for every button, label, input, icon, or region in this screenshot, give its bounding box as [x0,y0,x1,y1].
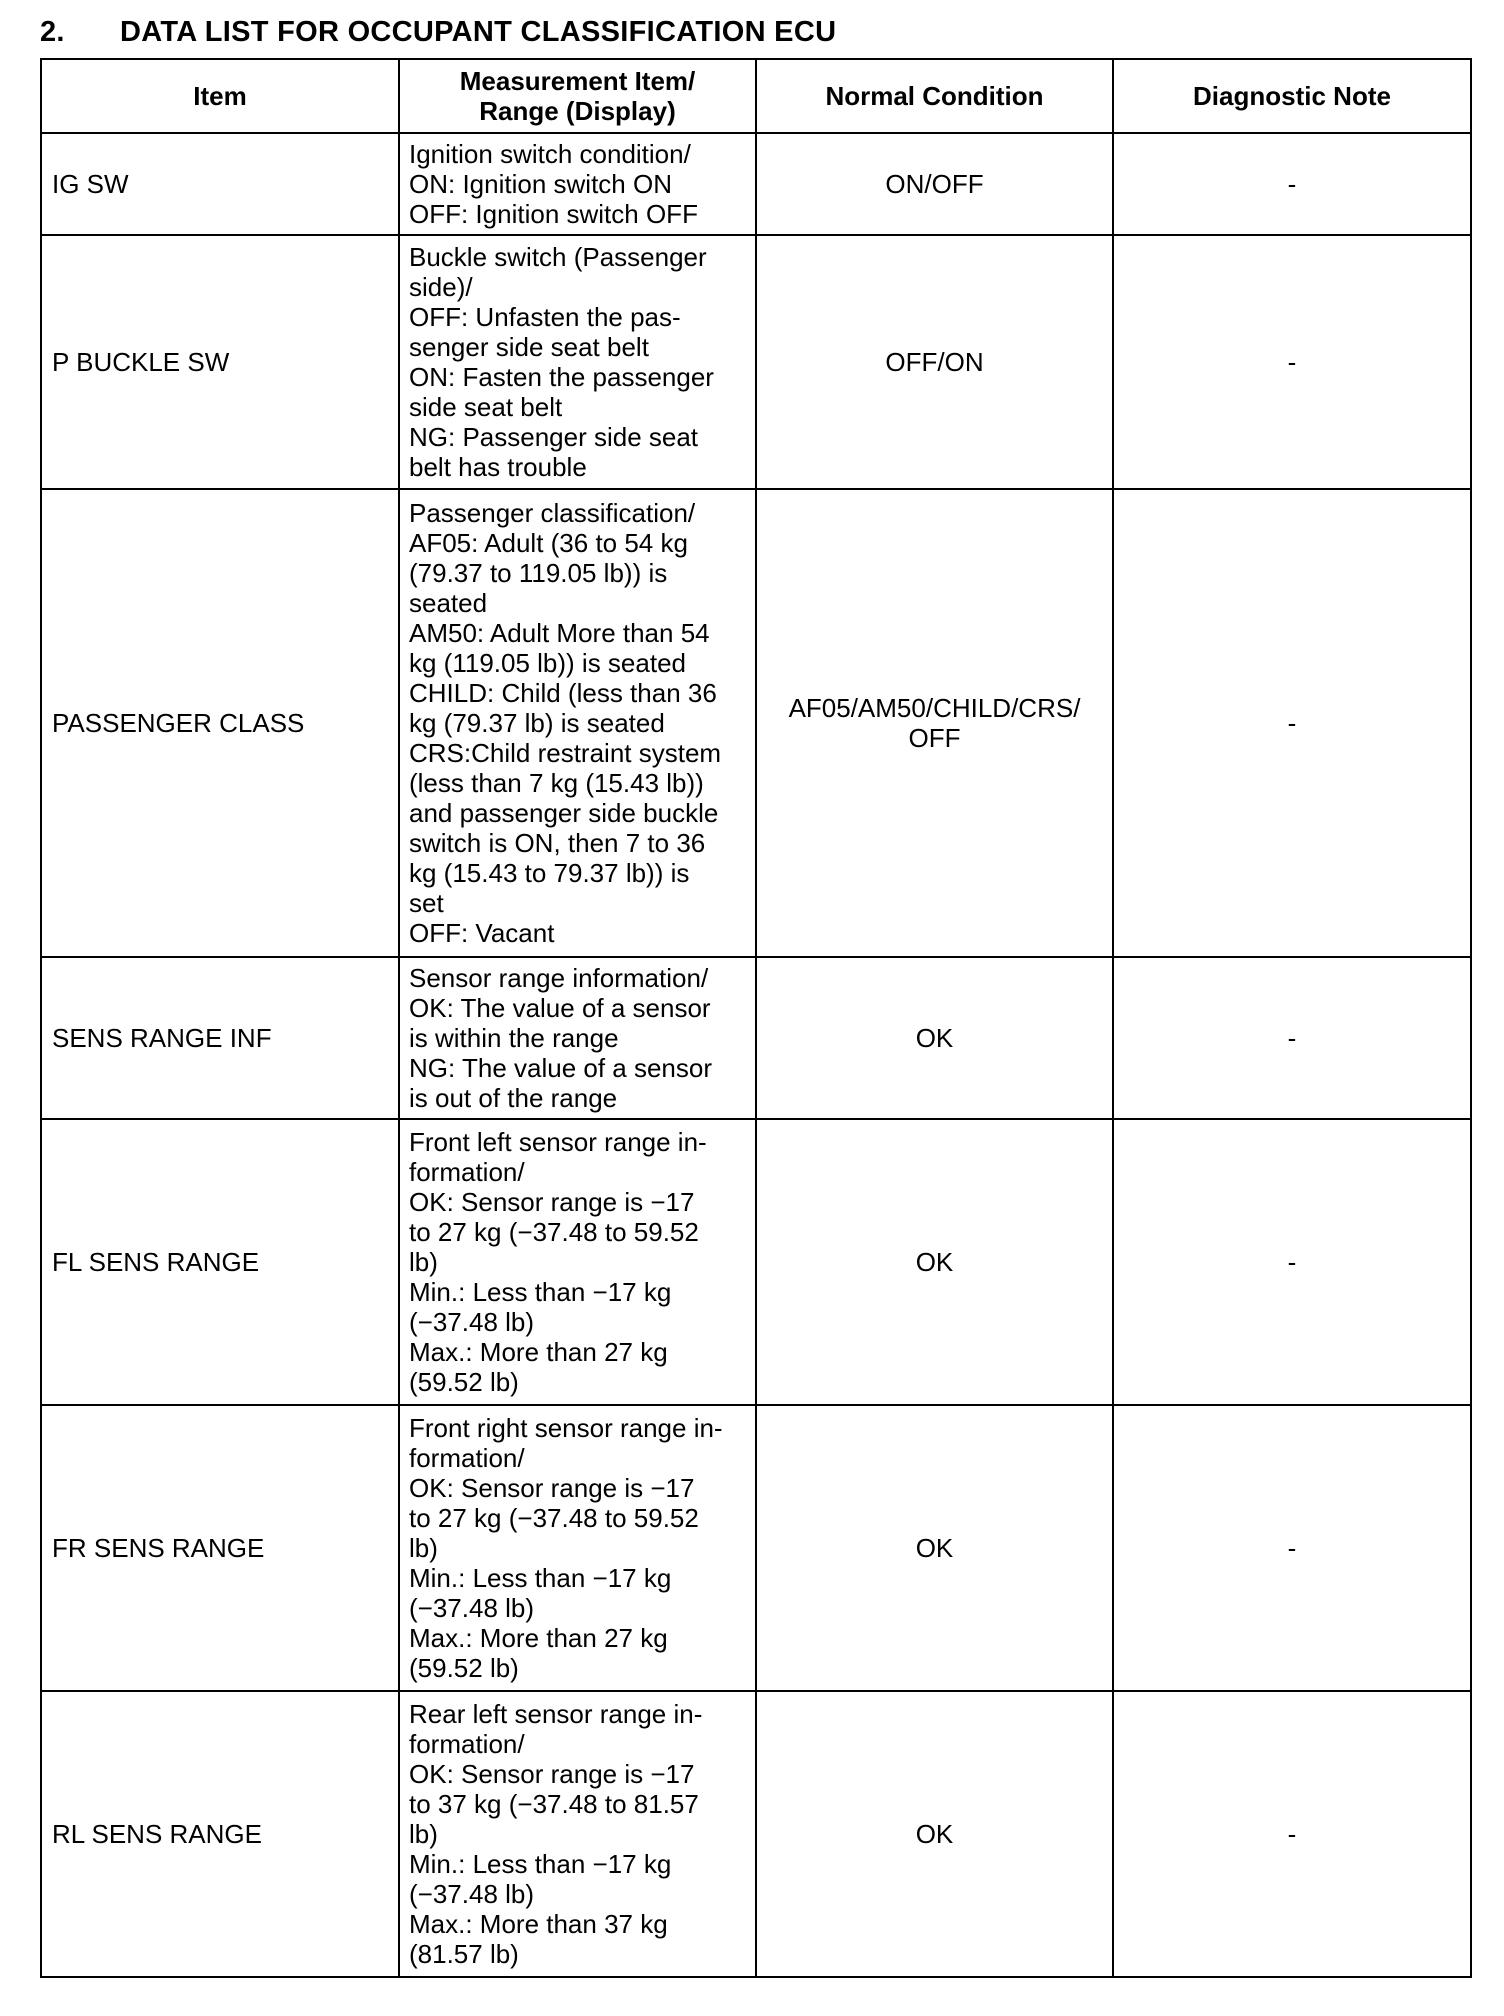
header-diagnostic-note: Diagnostic Note [1113,59,1471,133]
table-row [41,1691,1471,1977]
item-cell: IG SW [41,133,399,235]
table-row [41,489,1471,957]
item-cell: RL SENS RANGE [41,1691,399,1977]
range-cell: Buckle switch (Passenger side)/ OFF: Unfasten the pas- senger side seat belt ON: Fasten the passenger side seat belt NG: Passenger side seat belt has trouble [399,235,756,489]
header-measurement: Measurement Item/ Range (Display) [399,59,756,133]
diagnostic-note-cell: - [1113,1119,1471,1405]
range-cell: Front right sensor range in- formation/ OK: Sensor range is −17 to 27 kg (−37.48 to 59.52 lb) Min.: Less than −17 kg (−37.48 lb) Max.: More than 27 kg (59.52 lb) [399,1405,756,1691]
diagnostic-note-cell: - [1113,1405,1471,1691]
normal-condition-cell: ON/OFF [756,133,1113,235]
normal-condition-cell: OFF/ON [756,235,1113,489]
item-cell: PASSENGER CLASS [41,489,399,957]
normal-condition-cell: OK [756,1405,1113,1691]
section-number: 2. [40,16,65,48]
diagnostic-note-cell: - [1113,1691,1471,1977]
diagnostic-note-cell: - [1113,235,1471,489]
item-cell: FL SENS RANGE [41,1119,399,1405]
table-row [41,1405,1471,1691]
document-page [40,14,1470,1978]
range-cell: Passenger classification/ AF05: Adult (36 to 54 kg (79.37 to 119.05 lb)) is seated AM50: Adult More than 54 kg (119.05 lb)) is seated CHILD: Child (less than 36 kg (79.37 lb) is seated CRS:Child restraint system (less than 7 kg (15.43 lb)) and passenger side buckle switch is ON, then 7 to 36 kg (15.43 to 79.37 lb)) is set OFF: Vacant [399,489,756,957]
diagnostic-note-cell: - [1113,133,1471,235]
section-heading [40,14,1470,50]
diagnostic-note-cell: - [1113,489,1471,957]
header-item: Item [41,59,399,133]
header-normal-condition: Normal Condition [756,59,1113,133]
item-cell: P BUCKLE SW [41,235,399,489]
range-cell: Rear left sensor range in- formation/ OK: Sensor range is −17 to 37 kg (−37.48 to 81.57 lb) Min.: Less than −17 kg (−37.48 lb) Max.: More than 37 kg (81.57 lb) [399,1691,756,1977]
table-row [41,957,1471,1119]
item-cell: FR SENS RANGE [41,1405,399,1691]
data-list-table [40,58,1472,1978]
normal-condition-cell: OK [756,957,1113,1119]
section-title: DATA LIST FOR OCCUPANT CLASSIFICATION ECU [120,16,837,48]
diagnostic-note-cell: - [1113,957,1471,1119]
table-row [41,1119,1471,1405]
range-cell: Sensor range information/ OK: The value of a sensor is within the range NG: The value of a sensor is out of the range [399,957,756,1119]
table-header-row [41,59,1471,133]
table-row [41,133,1471,235]
range-cell: Ignition switch condition/ ON: Ignition switch ON OFF: Ignition switch OFF [399,133,756,235]
normal-condition-cell: AF05/AM50/CHILD/CRS/ OFF [756,489,1113,957]
range-cell: Front left sensor range in- formation/ OK: Sensor range is −17 to 27 kg (−37.48 to 59.52 lb) Min.: Less than −17 kg (−37.48 lb) Max.: More than 27 kg (59.52 lb) [399,1119,756,1405]
table-row [41,235,1471,489]
normal-condition-cell: OK [756,1119,1113,1405]
item-cell: SENS RANGE INF [41,957,399,1119]
normal-condition-cell: OK [756,1691,1113,1977]
